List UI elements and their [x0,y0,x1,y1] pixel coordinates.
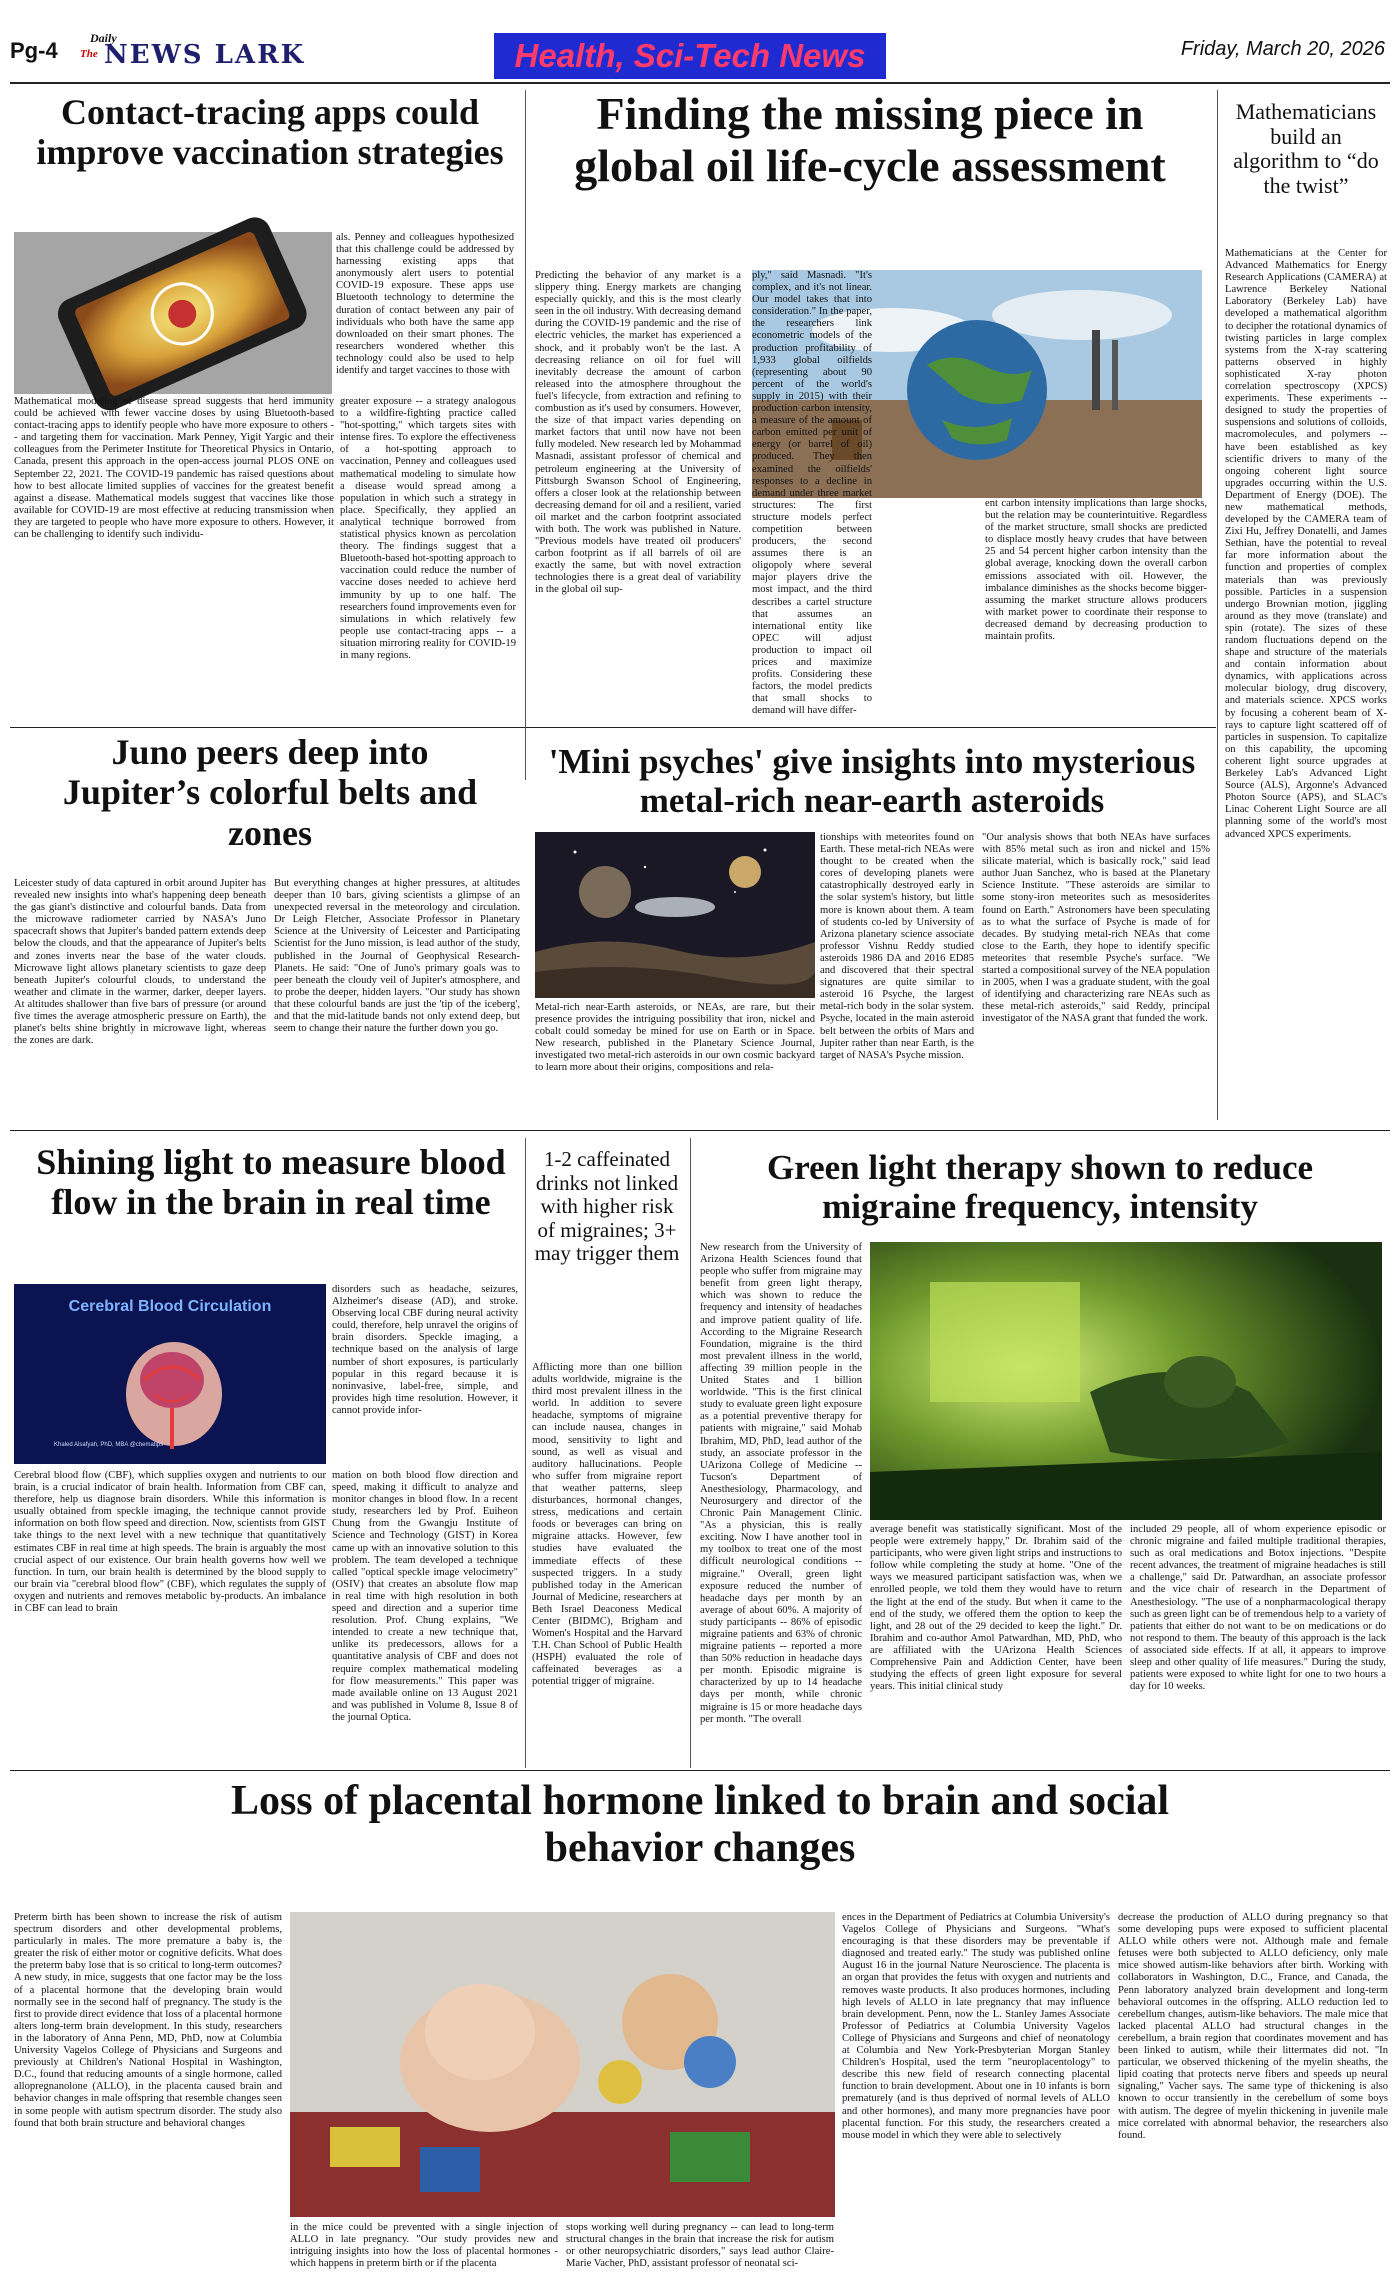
article-body-juno-col2: But everything changes at higher pressures, at altitudes deeper than 10 bars, giving scientists a glimpse of an unexpected reversal in the meteorology and circulation. Dr Leigh Fletcher, Associate Professor in Planetary Science at the University of Leicester and Participating Scientist for the Juno mission, is lead author of the study, published in the Journal of Geophysical Research-Planets. He said: "One of Juno's primary goals was to peer beneath the cloudy veil of Jupiter's atmosphere, and to probe the deeper, hidden layers. "Our study has shown that these colourful bands are just the 'tip of the iceberg', and that the mid-latitude bands not only extend deep, but seem to change their nature the further down you go. [274,878,520,1035]
sidebar-headline-math: Mathematicians build an algorithm to “do the twist” [1233,99,1379,198]
article-body-placental-col2: in the mice could be prevented with a single injection of ALLO in late pregnancy. "Our study provides new and intriguing insights into how the loss of placental hormones - which happens in preterm birth or if the placenta [290,2222,558,2270]
article-headline-green-light: Green light therapy shown to reduce migraine frequency, intensity [766,1148,1314,1227]
asteroid-space-illustration [535,832,815,998]
sidebar-body-caffeine: Afflicting more than one billion adults worldwide, migraine is the third most prevalent illness in the world. In addition to severe headache, symptoms of migraine can include nausea, changes in mood, sensitivity to light and sound, as well as visual and auditory hallucinations. People who suffer from migraine report that weather patterns, sleep disturbances, hormonal changes, stress, medications and certain foods or beverages can bring on migraine attacks. However, few studies have evaluated the immediate effects of these suspected triggers. In a study published today in the American Journal of Medicine, researchers at Beth Israel Deaconess Medical Center (BIDMC), Brigham and Women's Hospital and the Harvard T.H. Chan School of Public Health (HSPH) evaluated the role of caffeinated beverages as a potential trigger of migraine. [532,1362,682,1688]
sidebar-body-math: Mathematicians at the Center for Advanced Mathematics for Energy Research Applications (CAMERA) at Lawrence Berkeley National Laboratory (Berkeley Lab) have developed a mathematical algorithm to decipher the rotational dynamics of twisting particles in large complex systems from the X-ray scattering patterns observed in highly sophisticated X-ray photon correlation spectroscopy (XPCS) experiments. These experiments -- designed to study the properties of suspensions and solutions of colloids, macromolecules, and polymers -- have been established as key scientific drivers to many of the ongoing coherent light source upgrades occurring within the U.S. Department of Energy (DOE). The new mathematical methods, developed by the CAMERA team of Zixi Hu, Jeffrey Donatelli, and James Sethian, have the potential to reveal far more information about the function and properties of complex materials than was previously possible. Particles in a suspension undergo Brownian motion, jiggling around as they move (translate) and spin (rotate). The sizes of these random fluctuations depend on the shape and structure of the materials and contain information about dynamics, with applications across molecular biology, drug discovery, and materials science. XPCS works by focusing a coherent beam of X-rays to capture light scattered off of particles in suspension. To capitalize on this capability, the upcoming coherent light source upgrades at Berkeley Lab's Advanced Light Source (ALS), Argonne's Advanced Photon Source (APS), and SLAC's Linac Coherent Light Source are all planning some of the world's most advanced XPCS experiments. [1225,248,1387,840]
article-body-contact-tracing-left: Mathematical modeling of disease spread suggests that herd immunity could be achieved with fewer vaccine doses by using Bluetooth-based contact-tracing apps to identify people who have more exposure to others -- and targeting them for vaccination. Mark Penney, Yigit Yargic and their colleagues from the Perimeter Institute for Theoretical Physics in Ontario, Canada, present this approach in the open-access journal PLOS ONE on September 22, 2021. The COVID-19 pandemic has raised questions about how to best allocate limited supplies of vaccines for the greatest benefit against a disease. Mathematical models suggest that vaccines like those available for COVID-19 are most effective at reducing transmission when they are targeted to people who have more exposure to others. However, it can be challenging to identify such individu- [14,396,334,541]
article-headline-juno: Juno peers deep into Jupiter’s colorful belts and zones [62,732,478,853]
article-body-mini-psyches-col1: Metal-rich near-Earth asteroids, or NEAs, are rare, but their presence provides the intriguing possibility that iron, nickel and cobalt could someday be mined for use on Earth or in Space. New research, published in the Planetary Science Journal, investigated two metal-rich asteroids in our own cosmic backyard to learn more about their origins, compositions and rela- [535,1002,815,1074]
article-body-placental-col4: ences in the Department of Pediatrics at Columbia University's Vagelos College of Physicians and Surgeons. "What's encouraging is that these disorders may be preventable if diagnosed and treated early." The study was published online August 16 in the journal Nature Neuroscience. The placenta is an organ that provides the fetus with oxygen and nutrients and removes waste products. It also produces hormones, including high levels of ALLO in late pregnancy that may influence brain development. Penn, now the L. Stanley James Associate Professor of Pediatrics at Columbia University Vagelos College of Physicians and Surgeons and chief of neonatology at Columbia and New York-Presbyterian Morgan Stanley Children's Hospital, used the term "neuroplacentology" to describe this new field of research connecting placental function to brain development. About one in 10 infants is born prematurely (and is thus deprived of normal levels of ALLO and other hormones), and many more pregnancies have poor placental function. For this study, the researchers created a mouse model in which they were able to selectively [842,1912,1110,2141]
logo-the-label: The [80,48,98,60]
article-body-mini-psyches-col2: tionships with meteorites found on Earth. These metal-rich NEAs were thought to be created when the cores of developing planets were catastrophically destroyed early in the solar system's history, but little more is known about them. A team of students co-led by University of Arizona planetary science associate professor Vishnu Reddy studied asteroids 1986 DA and 2016 ED85 and discovered that their spectral signatures are quite similar to asteroid 16 Psyche, the largest metal-rich body in the solar system. Psyche, located in the main asteroid belt between the orbits of Mars and Jupiter rather than near Earth, is the target of NASA's Psyche mission. [820,832,974,1061]
column-divider [525,90,526,780]
section-rule [10,1770,1390,1771]
article-body-mini-psyches-col3: "Our analysis shows that both NEAs have surfaces with 85% metal such as iron and nickel and 15% silicate material, which is basically rock," said lead author Juan Sanchez, who is based at the Planetary Science Institute. "These asteroids are similar to some stony-iron meteorites such as mesosiderites found on Earth." Astronomers have been speculating as to what the surface of Psyche is made of for decades. By studying metal-rich NEAs that come close to the Earth, they hope to identify specific meteorites that resemble Psyche's surface. "We started a compositional survey of the NEA population in 2005, when I was a graduate student, with the goal of identifying and characterizing rare NEAs such as these metal-rich asteroids," said Reddy, principal investigator of the NASA grant that funded the work. [982,832,1211,1025]
article-body-oil-col3: ent carbon intensity implications than large shocks, but the relation may be counterintuitive. Regardless of the market structure, small shocks are predicted to displace mostly heavy crudes that have between 25 and 54 percent higher carbon intensity than the global average, knocking down the overall carbon emissions associated with oil. However, the imbalance diminishes as the shocks become bigger-assuming the market structure allows producers with market power to coordinate their response to decreased demand by decreasing production to maintain profits. [985,498,1207,643]
article-headline-mini-psyches: 'Mini psyches' give insights into mysterious metal-rich near-earth asteroids [548,742,1196,821]
article-headline-blood-flow: Shining light to measure blood flow in the brain in real time [36,1142,506,1223]
column-divider [1217,90,1218,1120]
column-divider [525,1138,526,1768]
article-body-oil-col1: Predicting the behavior of any market is a slippery thing. Energy markets are changing especially quickly, and this is the most clearly seen in the oil industry. With decreasing demand during the COVID-19 pandemic and the rise of electric vehicles, the market has experienced a shock, and it probably won't be the last. A decreasing reliance on oil for fuel will inevitably decrease the amount of carbon released into the atmosphere throughout the fuel's lifecycle, from extraction and refining to combustion as it's used by consumers. However, the size of that impact varies depending on market factors that until now have not been fully modeled. New research led by Mohammad Masnadi, assistant professor of chemical and petroleum engineering at the University of Pittsburgh Swanson School of Engineering, offers a closer look at the relationship between decreasing demand for oil and a resilient, varied oil market and the carbon footprint associated with both. The work was published in Nature. "Previous models have treated oil producers' carbon footprint as if all barrels of oil are exactly the same, but with novel extraction technologies there is a great deal of variability in the global oil sup- [535,270,741,596]
image-credit: Khaled Alsafyah, PhD, MBA @chematips [54,1442,164,1448]
issue-date: Friday, March 20, 2026 [1180,38,1385,60]
baby-toys-image [290,1912,835,2217]
section-rule [10,727,525,728]
section-rule [10,1130,1390,1131]
article-body-placental-col5: decrease the production of ALLO during pregnancy so that some developing pups were exposed to sufficient placental ALLO while others were not. Although male and female fetuses were both subjected to ALLO deficiency, only male mice showed autism-like behaviors after birth. Working with collaborators in Washington, D.C., France, and Canada, the Penn laboratory analyzed brain development and long-term behavioral outcomes in the offspring. ALLO reduction led to cerebellum changes, autism-like behaviors. The male mice that lacked placental ALLO had structural changes in the cerebellum, a brain region that coordinates movement and has been linked to autism, while their littermates did not. "In particular, we observed thickening of the myelin sheaths, the lipid coating that protects nerve fibers and speeds up neural signaling," Vacher says. The same type of thickening is also known to occur transiently in the cerebellum of some boys with autism. The degree of myelin thickening in juvenile male mice correlated with abnormal behavior, the researchers also found. [1118,1912,1388,2141]
article-body-contact-tracing-right: als. Penney and colleagues hypothesized that this challenge could be addressed by harnessing existing apps that anonymously alert users to potential COVID-19 exposure. These apps use Bluetooth technology to determine the duration of contact between any pair of individuals who both have the same app downloaded on their smart phones. The researchers wondered whether this technology could also be used to help identify and target vaccines to those with [336,232,514,377]
section-rule [526,727,1216,728]
article-headline-oil: Finding the missing piece in global oil life-cycle assessment [574,88,1166,191]
article-body-green-light-col1: New research from the University of Arizona Health Sciences found that people who suffer from migraine may benefit from green light therapy, which was shown to reduce the frequency and intensity of headaches and improve patient quality of life. According to the Migraine Research Foundation, migraine is the third most prevalent illness in the world, affecting 39 million people in the United States and 1 billion worldwide. "This is the first clinical study to evaluate green light exposure as a potential preventive therapy for patients with migraine," said Mohab Ibrahim, MD, PhD, lead author of the study, an associate professor in the UArizona College of Medicine -- Tucson's Department of Anesthesiology, Pharmacology, and Neurosurgery and director of the Chronic Pain Management Clinic. "As a physician, this is really exciting. Now I have another tool in my toolbox to treat one of the most difficult neurological conditions -- migraine." Overall, green light exposure reduced the number of headache days per month by an average of about 60%. A majority of study participants -- 86% of episodic migraine patients and 63% of chronic migraine patients -- reported a more than 50% reduction in headache days per month. Episodic migraine is characterized by up to 14 headache days per month, while chronic migraine is 15 or more headache days per month. "The overall [700,1242,862,1725]
article-body-oil-col2: ply," said Masnadi. "It's complex, and it's not linear. Our model takes that into consideration." In the paper, the researchers link econometric models of the production profitability of 1,933 global oilfields (representing about 90 percent of the world's supply in 2015) with their production carbon intensity, a measure of the amount of carbon emitted per unit of energy (or barrel of oil) produced. They then examined the oilfields' responses to a decline in demand under three market structures: The first structure models perfect competition between producers, the second assumes there is an oligopoly where several major players drive the most impact, and the third describes a cartel structure that assumes an international entity like OPEC will adjust production to impact oil prices and maximize profits. Considering these factors, the model predicts that small shocks to demand will have differ- [752,270,872,717]
sidebar-headline-caffeine: 1-2 caffeinated drinks not linked with higher risk of migraines; 3+ may trigger them [534,1147,680,1266]
article-body-placental-col3: stops working well during pregnancy -- can lead to long-term structural changes in the brain that increase the risk for autism or other neuropsychiatric disorders," says lead author Claire-Marie Vacher, PhD, assistant professor of neonatal sci- [566,2222,834,2270]
article-body-green-light-col2: average benefit was statistically significant. Most of the people were extremely happy," Dr. Ibrahim said of the participants, who were given light strips and instructions to follow while completing the study at home. "One of the ways we measured participant satisfaction was, when we enrolled people, we told them they would have to return the light at the end of the study. But when it came to the end of the study, we offered them the option to keep the light, and 28 out of the 29 decided to keep the light." Dr. Ibrahim and co-author Amol Patwardhan, MD, PhD, who are affiliated with the UArizona Health Sciences Comprehensive Pain and Addiction Center, have been studying the effects of green light exposure for several years. This initial clinical study [870,1524,1122,1693]
section-banner: Health, Sci-Tech News [494,33,886,79]
article-body-blood-flow-right: disorders such as headache, seizures, Alzheimer's disease (AD), and stroke. Observing local CBF during neural activity could, therefore, help unravel the origins of brain disorders. Speckle imaging, a technique based on the analysis of large number of short exposures, is particularly popular in this regard because it is noninvasive, label-free, simple, and provides high time resolution. However, it cannot provide infor- [332,1284,518,1416]
article-body-blood-flow-mid: mation on both blood flow direction and speed, making it difficult to analyze and monitor changes in blood flow. In a recent study, researchers led by Prof. Euiheon Chung from the Gwangju Institute of Science and Technology (GIST) in Korea came up with an innovative solution to this problem. The team developed a technique called "optical speckle image velocimetry" (OSIV) that creates an absolute flow map in real time with high resolution in both speed and direction and a superior time resolution. Prof. Chung explains, "We intended to create a new technique that, unlike its predecessors, allows for a quantitative analysis of CBF and does not require complex mathematical modeling for flow measurements." This paper was made available online on 13 August 2021 and was published in Volume 8, Issue 8 of the journal Optica. [332,1470,518,1723]
newspaper-logo [78,32,378,72]
masthead-rule [10,82,1390,84]
article-headline-contact-tracing: Contact-tracing apps could improve vaccination strategies [36,92,504,173]
cerebral-blood-circulation-image [14,1284,326,1464]
image-title: Cerebral Blood Circulation [68,1298,272,1315]
article-headline-placental-hormone: Loss of placental hormone linked to brain and social behavior changes [230,1778,1170,1872]
article-body-green-light-col3: included 29 people, all of whom experience episodic or chronic migraine and failed multiple traditional therapies, such as oral medications and Botox injections. "Despite recent advances, the treatment of migraine headaches is still a challenge," said Dr. Patwardhan, an associate professor and the vice chair of research in the Department of Anesthesiology. "The use of a nonpharmacological therapy such as green light can be of tremendous help to a variety of patients that either do not want to be on medications or do not respond to them. The beauty of this approach is the lack of associated side effects. If at all, it appears to improve sleep and other quality of life measures." During the study, patients were exposed to white light for one to two hours a day for 10 weeks. [1130,1524,1386,1693]
column-divider [690,1138,691,1768]
article-body-placental-col1: Preterm birth has been shown to increase the risk of autism spectrum disorders and other developmental problems, particularly in males. The more premature a baby is, the greater the risk of either motor or cognitive deficits. What does the preterm baby lose that is so critical to long-term outcomes? A new study, in mice, suggests that one factor may be the loss of a placental hormone that the developing brain would normally see in the second half of pregnancy. The study is the first to provide direct evidence that loss of a placental hormone alters long-term brain development. In this study, researchers in the laboratory of Anna Penn, MD, PhD, now at Columbia University Vagelos College of Physicians and Surgeons and previously at Children's National Hospital in Washington, D.C., found that reducing amounts of a single hormone, called allopregnanolone (ALLO), in the placenta caused brain and behavior changes in male offspring that resemble changes seen in some people with autism spectrum disorder. The study also found that both brain structure and behavioral changes [14,1912,282,2129]
logo-daily-label: Daily [90,31,117,45]
article-body-contact-tracing-mid: greater exposure -- a strategy analogous to a wildfire-fighting practice called "hot-spotting," which targets sites with intense fires. To explore the effectiveness of a hot-spotting approach to vaccination, Penney and colleagues used mathematical modeling to simulate how a disease would spread among a population in which such a strategy in place. Specifically, they applied an analytical technique borrowed from statistical physics known as percolation theory. The findings suggest that a Bluetooth-based hot-spotting approach to vaccination could reduce the number of vaccine doses needed to achieve herd immunity by up to one half. The researchers found improvements even for simulations in which relatively few people use contact-tracing apps -- a situation mirroring reality for COVID-19 in many regions. [340,396,516,661]
smartphone-contact-tracing-image [14,232,332,394]
article-body-blood-flow-left: Cerebral blood flow (CBF), which supplies oxygen and nutrients to our brain, is a crucial indicator of brain health. Information from CBF can, therefore, help us diagnose brain disorders. While this information is usually obtained from speckle imaging, the technique cannot provide information on both flow speed and direction. Now, scientists from GIST take things to the next level with a new technique that quantitatively estimates CBF in real time at high speeds. The brain is arguably the most crucial aspect of our existence. Our brain health governs how well we function. In turn, our brain health is determined by the blood supply to our brain via "cerebral blood flow" (CBF), which regulates the supply of oxygen and nutrients and removes metabolic by-products. An imbalance in CBF can lead to brain [14,1470,326,1615]
article-body-juno-col1: Leicester study of data captured in orbit around Jupiter has revealed new insights into what's happening deep beneath the gas giant's distinctive and colourful bands. Data from the microwave radiometer carried by NASA's Juno spacecraft shows that Jupiter's banded pattern extends deep below the clouds, and that the appearance of Jupiter's belts and zones inverts near the base of the water clouds. Microwave light allows planetary scientists to gaze deep beneath Jupiter's colourful clouds, to understand the weather and climate in the warmer, darker, deeper layers. At altitudes shallower than five bars of pressure (or around five times the average atmospheric pressure on Earth), the planet's belts shine brightly in microwave light, whereas the zones are dark. [14,878,266,1047]
page-number: Pg-4 [10,38,58,63]
green-light-therapy-image [870,1242,1382,1520]
logo-name: NEWS LARK [104,40,306,70]
